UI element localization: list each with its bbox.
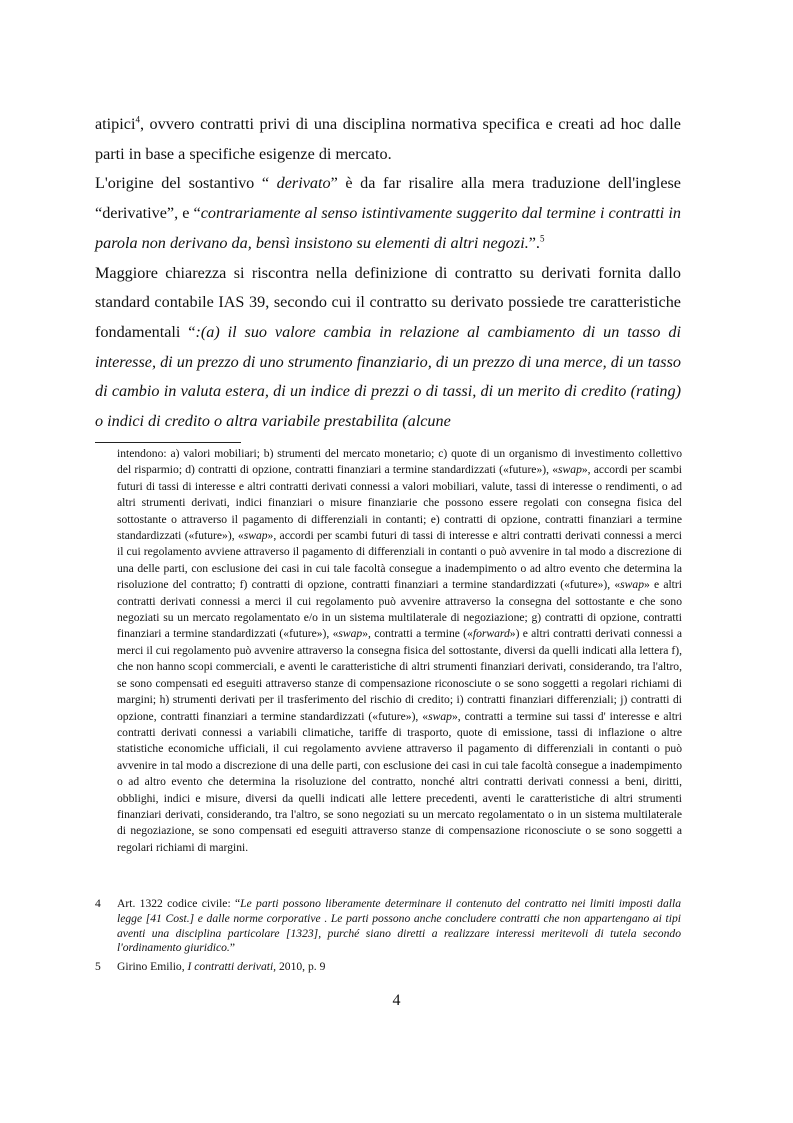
p1-text-cont: , ovvero contratti privi di una disciplina normativa specifica e creati ad hoc dalle parti in base a specifiche esigenze di mercato.	[95, 115, 681, 163]
footnote-separator	[95, 442, 241, 443]
footnote-ref-4[interactable]: 4	[135, 114, 140, 125]
p3-quote: :(a) il suo valore cambia in relazione al cambiamento di un tasso di interesse, di un prezzo di uno strumento finanziario, di un prezzo di una merce, di un tasso di cambio in valuta estera, di un indice di prezzi o di tassi, di un merito di credito (rating) o indici di credito o altra variabile prestabilita (alcune	[95, 322, 681, 431]
paragraph-1	[95, 110, 681, 169]
footnote-4	[95, 897, 681, 956]
p2-text-cont: ” è da far risalire alla mera traduzione dell'inglese “	[95, 174, 681, 223]
page-number: 4	[392, 992, 401, 1009]
footnote-text: Art. 1322 codice civile: “Le parti possono liberamente determinare il contenuto del contratto nei limiti imposti dalla legge [41 Cost.] e dalle norme corporative . Le parti possono anche concludere contratti che non appartengano ai tipi aventi una disciplina particolare [1323], purché siano diretti a realizzare interessi meritevoli di tutela secondo l'ordinamento giuridico.”	[117, 897, 681, 955]
footnote-number: 5	[95, 960, 101, 973]
p3-text: Maggiore chiarezza si riscontra nella definizione di contratto su derivati fornita dallo standard contabile IAS 39, secondo cui il contratto su derivato possiede tre caratteristiche fondamentali “	[95, 263, 681, 341]
paragraph-2	[95, 169, 681, 258]
footnote-5	[95, 960, 681, 975]
p1-text: atipici	[95, 115, 136, 133]
p2-term: derivato	[276, 174, 331, 193]
footnote-ref-5[interactable]: 5	[539, 233, 545, 244]
p2-term-en: derivative	[102, 204, 167, 223]
p2-quote: contrariamente al senso istintivamente suggerito dal termine i contratti in parola non derivano da, bensì insistono su elementi di altri negozi.	[95, 204, 681, 252]
p2-text: L'origine del sostantivo “	[95, 174, 277, 193]
footnote-text: Girino Emilio, I contratti derivati, 2010, p. 9	[117, 960, 326, 973]
p2-text-cont2: ”, e “	[166, 204, 201, 223]
main-text	[95, 110, 681, 437]
p2-text-end: ”.	[528, 233, 540, 252]
footnote-3-continuation: intendono: a) valori mobiliari; b) strumenti del mercato monetario; c) quote di un organismo di investimento collettivo del risparmio; d) contratti di opzione, contratti finanziari a termine standardizzati («future»), «swap», accordi per scambi futuri di tassi di interesse e altri contratti derivati connessi a valori mobiliari, valute, tassi di interesse o rendimenti, o ad altri strumenti derivati, indici finanziari o misure finanziarie che possono essere regolati con consegna fisica del sottostante o attraverso il pagamento di differenziali in contanti; e) contratti di opzione, contratti finanziari a termine standardizzati («future»), «swap», accordi per scambi futuri di tassi di interesse e altri contratti derivati connessi a merci il cui regolamento avviene attraverso il pagamento di differenziali in contanti o può avvenire in tal modo a discrezione di una delle parti, con esclusione dei casi in cui tale facoltà consegue a inadempimento o ad altro evento che determina la risoluzione del contratto; f) contratti di opzione, contratti finanziari a termine standardizzati («future»), «swap» e altri contratti derivati connessi a merci il cui regolamento può avvenire attraverso la consegna del sottostante e che sono negoziati su un mercato regolamentato e/o in un sistema multilaterale di negoziazione; g) contratti di opzione, contratti finanziari a termine standardizzati («future»), «swap», contratti a termine («forward») e altri contratti derivati connessi a merci il cui regolamento può avvenire attraverso la consegna fisica del sottostante, diversi da quelli indicati alla lettera f), che non hanno scopi commerciali, e aventi le caratteristiche di altri strumenti finanziari derivati, considerando, tra l'altro, se sono compensati ed eseguiti attraverso stanze di compensazione riconosciute o se sono soggetti a regolari richiami di margini; h) strumenti derivati per il trasferimento del rischio di credito; i) contratti finanziari differenziali; j) contratti di opzione, contratti finanziari a termine standardizzati («future»), «swap», contratti a termine sui tassi d' interesse e altri contratti derivati connessi a variabili climatiche, tariffe di trasporto, quote di emissione, tassi di inflazione o altre statistiche economiche ufficiali, il cui regolamento avviene attraverso il pagamento di differenziali in contanti o può avvenire in tal modo a discrezione di una delle parti, con esclusione dei casi in cui tale facoltà consegue a inadempimento o ad altro evento che determina la risoluzione del contratto, nonché altri contratti derivati connessi a beni, diritti, obblighi, indici e misure, diversi da quelli indicati alle lettere precedenti, aventi le caratteristiche di altri strumenti finanziari derivati, considerando, tra l'altro, se sono negoziati su un mercato regolamentato o in un sistema multilaterale di negoziazione, se sono compensati ed eseguiti attraverso stanze di compensazione riconosciute o se sono soggetti a regolari richiami di margini.	[117, 447, 682, 854]
paragraph-3	[95, 259, 681, 437]
footnote-number: 4	[95, 897, 101, 910]
